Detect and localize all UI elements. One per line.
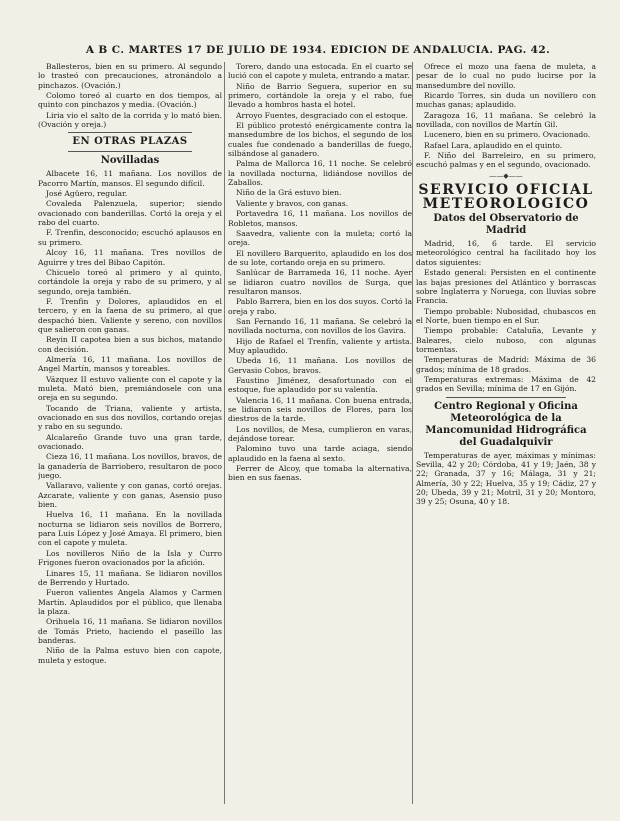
paragraph: Fueron valientes Angela Alamos y Carmen Martín. Aplaudidos por el público, que llenaba la plaza. xyxy=(38,588,222,616)
ornament: ——◆—— xyxy=(489,171,523,180)
paragraph: F. Trenfin, desconocido; escuchó aplausos en su primero. xyxy=(38,228,222,247)
paragraph: Tiempo probable: Cataluña, Levante y Baleares, cielo nuboso, con algunas tormentas. xyxy=(416,326,596,354)
paragraph: Cieza 16, 11 mañana. Los novillos, bravos, de la ganadería de Barriobero, resultaron de poco juego. xyxy=(38,452,222,481)
paragraph: Ricardo Torres, sin duda un novillero con muchas ganas; aplaudido. xyxy=(416,91,596,110)
paragraph: Huelva 16, 11 mañana. En la novillada nocturna se lidiaron seis novillos de Borrero, para Luis López y José Amaya. El primero, bien con el capote y muleta. xyxy=(38,510,222,548)
section-title: EN OTRAS PLAZAS xyxy=(72,136,188,148)
paragraph: Arroyo Fuentes, desgraciado con el estoque. xyxy=(236,110,408,120)
paragraph: Temperaturas extremas: Máxima de 42 grados en Sevilla; mínima de 17 en Gijón. xyxy=(416,374,596,394)
paragraph: Vallaravo, valiente y con ganas, cortó orejas. Azcarate, valiente y con ganas, Asensio puso bien. xyxy=(38,481,222,510)
paragraph: Ofrece el mozo una faena de muleta, a pesar de lo cual no pudo lucirse por la mansedumbre del novillo. xyxy=(416,62,596,90)
paragraph: Almería 16, 11 mañana. Los novillos de Angel Martín, mansos y toreables. xyxy=(38,354,222,374)
paragraph: Niño de la Palma estuvo bien con capote, muleta y estoque. xyxy=(38,646,222,665)
paragraph: Linares 15, 11 mañana. Se lidiaron novillos de Berrendo y Hurtado. xyxy=(38,568,222,587)
paragraph: Valencia 16, 11 mañana. Con buena entrada, se lidiaron seis novillos de Flores, para los diestros de la tarde. xyxy=(228,395,412,424)
paragraph: Ferrer de Alcoy, que tomaba la alternativa, bien en sus faenas. xyxy=(228,464,412,483)
paragraph: F. Trenfin y Dolores, aplaudidos en el tercero, y en la faena de su primero, al que despachó bien. Valiente y sereno, con novillos que salieron con ganas. xyxy=(38,296,222,334)
bullfight-reports xyxy=(416,62,596,170)
paragraph: Portavedra 16, 11 mañana. Los novillos de Robletos, mansos. xyxy=(228,209,412,228)
divider xyxy=(68,132,192,133)
paragraph: Torero, dando una estocada. En el cuarto se lució con el capote y muleta, entrando a matar. xyxy=(228,62,412,81)
paragraph: Temperaturas de Madrid: Máxima de 36 grados; mínima de 18 grados. xyxy=(416,355,596,374)
paragraph: Albacete 16, 11 mañana. Los novillos de Pacorro Martín, mansos. El segundo difícil. xyxy=(38,169,222,188)
paragraph: Faustino Jiménez, desafortunado con el estoque, fue aplaudido por su valentía. xyxy=(228,376,412,395)
paragraph: José Agüero, regular. xyxy=(46,189,128,199)
paragraph: Liria vio el salto de la corrida y lo mató bien. (Ovación y oreja.) xyxy=(38,110,222,130)
column-2 xyxy=(228,62,412,812)
paragraph: Chicuelo toreó al primero y al quinto, cortándole la oreja y rabo de su primero, y al segundo, oreja también. xyxy=(38,267,222,296)
weather-report xyxy=(416,239,596,394)
bullfight-reports xyxy=(228,62,412,483)
paragraph: Hijo de Rafael el Trenfín, valiente y artista. Muy aplaudido. xyxy=(228,336,412,355)
divider xyxy=(68,151,192,152)
paragraph: F. Niño del Barreleiro, en su primero, escuchó palmas y en el segundo, ovacionado. xyxy=(416,151,596,170)
paragraph: Tiempo probable: Nubosidad, chubascos en el Norte, buen tiempo en el Sur. xyxy=(416,306,596,325)
paragraph: Zaragoza 16, 11 mañana. Se celebró la novillada, con novillos de Martín Gil. xyxy=(416,110,596,130)
paragraph: Valiente y bravos, con ganas. xyxy=(236,198,349,208)
paragraph: Temperaturas de ayer, máximas y mínimas: Sevilla, 42 y 20; Córdoba, 41 y 19; Jaén, 38 y 22; Granada, 37 y 16; Málaga, 31 y 21; Almería, 30 y 22; Huelva, 35 y 19; Cádiz, 27 y 20; Ubeda, 39 y 21; Motril, 31 y 20; Montoro, 39 y 25; Osuna, 40 y 18. xyxy=(416,450,596,507)
paragraph: San Fernando 16, 11 mañana. Se celebró la novillada nocturna, con novillos de los Gavira. xyxy=(228,316,412,336)
paragraph: Sanlúcar de Barrameda 16, 11 noche. Ayer se lidiaron cuatro novillos de Surga, que resultaron mansos. xyxy=(228,268,412,296)
paragraph: Los novilleros Niño de la Isla y Curro Frigones fueron ovacionados por la afición. xyxy=(38,548,222,568)
column-1 xyxy=(38,62,222,812)
paragraph: El novillero Barquerito, aplaudido en los dos de su lote, cortando oreja en su primero. xyxy=(228,248,412,267)
bullfight-reports xyxy=(38,169,222,665)
paragraph: Lucenero, bien en su primero. Ovacionado. xyxy=(424,130,591,140)
service-title: SERVICIO OFICIAL xyxy=(418,182,594,199)
paragraph: Reyin II capotea bien a sus bichos, matando con decisión. xyxy=(38,335,222,354)
paragraph: Saavedra, valiente con la muleta; cortó la oreja. xyxy=(228,228,412,248)
paragraph: Alcoy 16, 11 mañana. Tres novillos de Aguirre y tres del Bibao Capitón. xyxy=(38,248,222,267)
paragraph: Alcalareño Grande tuvo una gran tarde, ovacionado. xyxy=(38,432,222,452)
paragraph: Ballesteros, bien en su primero. Al segundo lo trasteó con precauciones, atronándolo a pinchazos. (Ovación.) xyxy=(38,62,222,90)
paragraph: Palomino tuvo una tarde aciaga, siendo aplaudido en la faena al sexto. xyxy=(228,444,412,463)
intro-paragraphs xyxy=(38,62,222,129)
paragraph: Madrid, 16, 6 tarde. El servicio meteorológico central ha facilitado hoy los datos siguientes: xyxy=(416,239,596,267)
paragraph: Rafael Lara, aplaudido en el quinto. xyxy=(424,140,563,150)
column-3 xyxy=(416,62,596,812)
subsection-title: Novilladas xyxy=(100,155,160,167)
paragraph: Covaleda Palenzuela, superior; siendo ovacionado con banderillas. Cortó la oreja y el rabo del cuarto. xyxy=(38,199,222,228)
column-rule xyxy=(412,62,413,804)
regional-report xyxy=(416,451,596,507)
paragraph: Pablo Barrera, bien en los dos suyos. Cortó la oreja y rabo. xyxy=(228,297,412,316)
paragraph: Niño de la Grá estuvo bien. xyxy=(236,188,342,198)
service-subtitle: METEOROLOGICO xyxy=(422,196,590,213)
paragraph: Los novillos, de Mesa, cumplieron en varas, dejándose torear. xyxy=(228,424,412,444)
column-rule xyxy=(224,62,225,804)
paragraph: Niño de Barrio Seguera, superior en su primero, cortándole la oreja y el rabo, fue llevado a hombros hasta el hotel. xyxy=(228,81,412,110)
paragraph: Ubeda 16, 11 mañana. Los novillos de Gervasio Cobos, bravos. xyxy=(228,356,412,375)
paragraph: Colomo toreó al cuarto en dos tiempos, al quinto con pinchazos y media. (Ovación.) xyxy=(38,91,222,110)
page-header: A B C. MARTES 17 DE JULIO DE 1934. EDICION DE ANDALUCIA. PAG. 42. xyxy=(85,44,551,56)
observatory-title: Datos del Observatorio de Madrid xyxy=(433,213,579,237)
divider xyxy=(446,397,566,398)
paragraph: Vázquez II estuvo valiente con el capote y la muleta. Mató bien, premiándosele con una oreja en su segundo. xyxy=(38,374,222,403)
regional-title: Centro Regional y Oficina Meteorológica de la Mancomunidad Hidrográfica del Guadalquivir xyxy=(425,400,587,448)
paragraph: Estado general: Persisten en el continente las bajas presiones del Atlántico y borrascas sobre Inglaterra y Noruega, con lluvias sobre Francia. xyxy=(416,268,596,306)
paragraph: El público protestó enérgicamente contra la mansedumbre de los bichos, el segundo de los cuales fue condenado a banderillas de fuego, silbándose al ganadero. xyxy=(228,121,412,159)
paragraph: Palma de Mallorca 16, 11 noche. Se celebró la novillada nocturna, lidiándose novillos de Zaballos. xyxy=(228,159,412,188)
paragraph: Orihuela 16, 11 mañana. Se lidiaron novillos de Tomás Prieto, haciendo el paseíllo las banderas. xyxy=(38,617,222,645)
paragraph: Tocando de Triana, valiente y artista, ovacionado en sus dos novillos, cortando orejas y rabo en su segundo. xyxy=(38,403,222,432)
